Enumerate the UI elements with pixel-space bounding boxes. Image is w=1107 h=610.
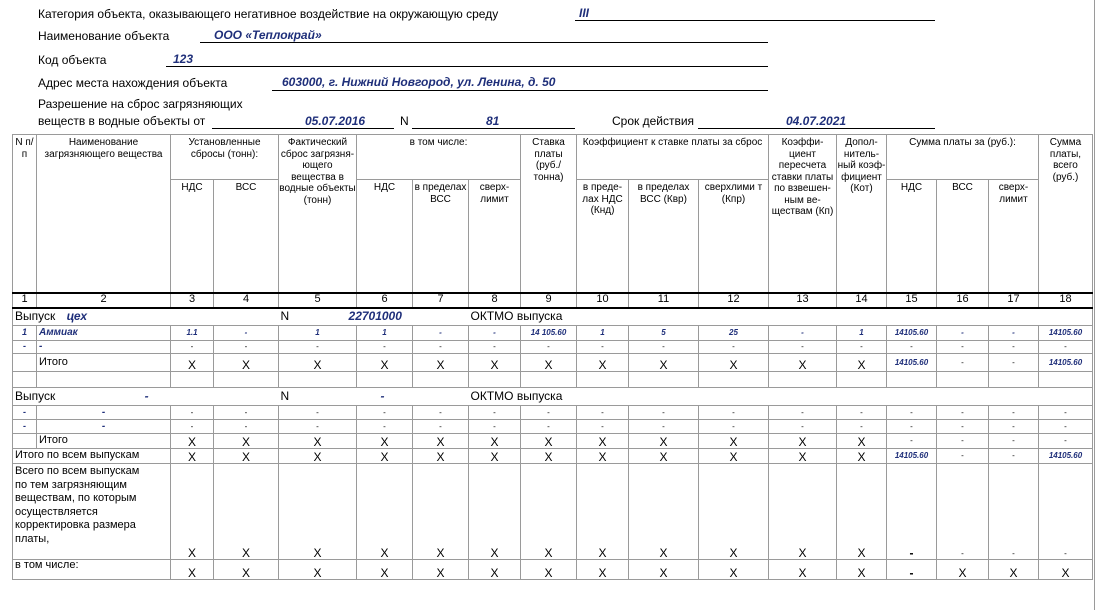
- cell: X: [769, 560, 837, 580]
- col-number: 6: [357, 293, 413, 308]
- cell: X: [521, 560, 577, 580]
- cell: X: [837, 560, 887, 580]
- corrected-total-label: [13, 464, 171, 560]
- release-1-oktmo-label: ОКТМО выпуска: [470, 309, 563, 323]
- cell: -: [937, 420, 989, 434]
- corrected-label-line: осуществляется: [15, 505, 98, 518]
- cell: X: [171, 464, 214, 560]
- cell: X: [629, 560, 699, 580]
- cell: -: [629, 406, 699, 420]
- cell: -: [989, 326, 1039, 341]
- cell: -: [171, 406, 214, 420]
- cell: X: [837, 464, 887, 560]
- cell: -: [989, 449, 1039, 464]
- cell: -: [1039, 434, 1093, 449]
- substance-name: -: [37, 420, 171, 434]
- cell: -: [937, 449, 989, 464]
- col-number: 8: [469, 293, 521, 308]
- cell: X: [357, 449, 413, 464]
- substance-name: -: [37, 406, 171, 420]
- cell: X: [171, 434, 214, 449]
- cell: -: [413, 326, 469, 341]
- object-code-label: Код объекта: [38, 53, 107, 67]
- cell: X: [699, 354, 769, 372]
- release-1-n-label: N: [280, 309, 290, 323]
- cell: -: [214, 326, 279, 341]
- cell: X: [577, 354, 629, 372]
- cell: 5: [629, 326, 699, 341]
- column-numbers-row: [13, 293, 1093, 308]
- cell: -: [989, 434, 1039, 449]
- col-rate-header: Ставка платы (руб./тонна): [521, 135, 577, 293]
- cell: X: [357, 464, 413, 560]
- total-label: Итого: [37, 354, 171, 372]
- cell: X: [1039, 560, 1093, 580]
- object-name-label: Наименование объекта: [38, 29, 170, 43]
- col-coef-rate-header: Коэффициент к ставке платы за сброс: [577, 135, 769, 180]
- col-sum-vss-header: ВСС: [937, 180, 989, 293]
- cell: X: [357, 560, 413, 580]
- release-1-header-row: [13, 308, 1093, 326]
- cell: -: [937, 341, 989, 354]
- col-number: 12: [699, 293, 769, 308]
- cell: -: [357, 406, 413, 420]
- cell: -: [521, 341, 577, 354]
- cell: X: [214, 560, 279, 580]
- cell: -: [214, 420, 279, 434]
- col-including-header: в том числе:: [357, 135, 521, 180]
- cell: X: [279, 354, 357, 372]
- col-knd-header: в преде-лах НДС (Кнд): [577, 180, 629, 293]
- table-row: [13, 341, 1093, 354]
- cell: -: [413, 420, 469, 434]
- col-number: 14: [837, 293, 887, 308]
- cell: X: [837, 354, 887, 372]
- cell: -: [887, 464, 937, 560]
- col-incl-nds-header: НДС: [357, 180, 413, 293]
- cell: -: [214, 341, 279, 354]
- cell: -: [937, 326, 989, 341]
- corrected-label-line: веществам, по которым: [15, 492, 137, 505]
- col-number: 4: [214, 293, 279, 308]
- cell: -: [577, 420, 629, 434]
- cell: X: [577, 464, 629, 560]
- object-name-value: ООО «Теплокрай»: [214, 28, 322, 42]
- category-value: III: [579, 6, 590, 20]
- cell: 1.1: [171, 326, 214, 341]
- cell: -: [937, 354, 989, 372]
- substance-name: Аммиак: [37, 326, 171, 341]
- col-within-vss-header: в пределах ВСС: [413, 180, 469, 293]
- object-code-underline: [166, 66, 768, 67]
- permit-label-1: Разрешение на сброс загрязняющих: [38, 97, 243, 111]
- release-2-name: -: [144, 388, 149, 403]
- cell: X: [279, 434, 357, 449]
- col-kvr-header: в пределах ВСС (Квр): [629, 180, 699, 293]
- cell: -: [989, 406, 1039, 420]
- release-2-oktmo-label: ОКТМО выпуска: [470, 388, 563, 403]
- permit-number-underline: [412, 128, 575, 129]
- cell: X: [521, 449, 577, 464]
- cell: -: [629, 341, 699, 354]
- col-number: 16: [937, 293, 989, 308]
- cell: X: [577, 434, 629, 449]
- corrected-label-line: корректировка размера: [15, 519, 136, 532]
- cell: -: [769, 406, 837, 420]
- validity-date: 04.07.2021: [786, 114, 847, 128]
- substance-name: -: [37, 341, 171, 354]
- cell: X: [699, 560, 769, 580]
- cell: [13, 354, 37, 372]
- cell: X: [837, 434, 887, 449]
- release-2-number: -: [380, 388, 385, 403]
- release-1-number-cell: [279, 308, 413, 326]
- cell: -: [279, 420, 357, 434]
- cell: X: [629, 464, 699, 560]
- cell: -: [937, 434, 989, 449]
- cell: -: [413, 406, 469, 420]
- address-value: 603000, г. Нижний Новгород, ул. Ленина, д. 50: [282, 75, 556, 89]
- cell: X: [521, 464, 577, 560]
- table-row: [13, 420, 1093, 434]
- cell: -: [769, 420, 837, 434]
- cell: -: [769, 326, 837, 341]
- cell: -: [699, 420, 769, 434]
- cell: -: [937, 406, 989, 420]
- cell: -: [413, 341, 469, 354]
- col-sum-for-header: Сумма платы за (руб.):: [887, 135, 1039, 180]
- corrected-total-row: [13, 464, 1093, 560]
- col-number: 2: [37, 293, 171, 308]
- table-row: [13, 406, 1093, 420]
- col-kp-header: Коэффи-циент пересчета ставки платы по взвешен-ным ве-ществам (Кп): [769, 135, 837, 293]
- cell: -: [214, 406, 279, 420]
- cell: X: [769, 449, 837, 464]
- validity-label: Срок действия: [612, 114, 695, 128]
- permit-date: 05.07.2016: [305, 114, 366, 128]
- validity-underline: [698, 128, 935, 129]
- cell: 14105.60: [887, 449, 937, 464]
- cell: -: [13, 420, 37, 434]
- cell: X: [279, 464, 357, 560]
- object-code-value: 123: [173, 52, 194, 66]
- release-1-oktmo-cell: [413, 308, 1093, 326]
- cell: -: [887, 420, 937, 434]
- cell: 14105.60: [887, 326, 937, 341]
- cell: X: [837, 449, 887, 464]
- cell: X: [521, 434, 577, 449]
- cell: 1: [357, 326, 413, 341]
- col-sum-over-header: сверх-лимит: [989, 180, 1039, 293]
- cell: 14105.60: [1039, 354, 1093, 372]
- cell: 1: [577, 326, 629, 341]
- cell: X: [699, 464, 769, 560]
- cell: 14 105.60: [521, 326, 577, 341]
- col-established-header: Установленные сбросы (тонн):: [171, 135, 279, 180]
- cell: -: [13, 341, 37, 354]
- cell: X: [171, 560, 214, 580]
- address-underline: [272, 90, 768, 91]
- cell: 1: [13, 326, 37, 341]
- release-1-number: 22701000: [348, 309, 402, 323]
- cell: X: [214, 354, 279, 372]
- cell: X: [577, 449, 629, 464]
- cell: X: [769, 464, 837, 560]
- cell: X: [171, 449, 214, 464]
- cell: -: [837, 341, 887, 354]
- release-2-number-cell: [279, 388, 413, 406]
- cell: -: [937, 464, 989, 560]
- cell: -: [887, 341, 937, 354]
- cell: X: [357, 354, 413, 372]
- cell: -: [577, 341, 629, 354]
- cell: -: [577, 406, 629, 420]
- cell: X: [413, 434, 469, 449]
- cell: X: [469, 464, 521, 560]
- cell: X: [413, 464, 469, 560]
- cell: -: [989, 341, 1039, 354]
- all-total-label: Итого по всем выпускам: [13, 449, 171, 464]
- cell: X: [629, 354, 699, 372]
- release-2-n-label: N: [280, 388, 290, 403]
- cell: X: [279, 560, 357, 580]
- cell: X: [279, 449, 357, 464]
- cell: -: [837, 420, 887, 434]
- cell: -: [887, 434, 937, 449]
- release-1-label-cell: [13, 308, 171, 326]
- cell: -: [699, 406, 769, 420]
- cell: -: [469, 420, 521, 434]
- cell: -: [769, 341, 837, 354]
- cell: -: [699, 341, 769, 354]
- cell: X: [937, 560, 989, 580]
- permit-n-label: N: [400, 114, 409, 128]
- cell: X: [171, 354, 214, 372]
- cell: -: [629, 420, 699, 434]
- cell: X: [521, 354, 577, 372]
- permit-label-2: веществ в водные объекты от: [38, 114, 206, 128]
- cell: X: [214, 449, 279, 464]
- spacer-row: [13, 372, 1093, 388]
- cell: X: [413, 449, 469, 464]
- cell: -: [837, 406, 887, 420]
- cell: 14105.60: [1039, 326, 1093, 341]
- permit-date-underline: [212, 128, 394, 129]
- corrected-label-line: платы,: [15, 532, 50, 545]
- address-label: Адрес места нахождения объекта: [38, 76, 228, 90]
- cell: -: [171, 420, 214, 434]
- cell: -: [357, 420, 413, 434]
- release-1-name: цех: [66, 309, 88, 323]
- cell: 1: [279, 326, 357, 341]
- col-number: 9: [521, 293, 577, 308]
- col-number: 17: [989, 293, 1039, 308]
- cell: X: [214, 434, 279, 449]
- cell: 1: [837, 326, 887, 341]
- cell: -: [357, 341, 413, 354]
- cell: -: [171, 341, 214, 354]
- cell: X: [699, 449, 769, 464]
- cell: X: [413, 560, 469, 580]
- cell: X: [469, 434, 521, 449]
- cell: X: [629, 434, 699, 449]
- col-nds-header: НДС: [171, 180, 214, 293]
- col-substance-header: Наименование загрязняющего вещества: [37, 135, 171, 293]
- col-n-header: N п/п: [13, 135, 37, 293]
- release-2-name-filler: [171, 388, 279, 406]
- col-kpr-header: сверхлими т (Кпр): [699, 180, 769, 293]
- cell: X: [629, 449, 699, 464]
- release-2-label-cell: [13, 388, 171, 406]
- col-number: 5: [279, 293, 357, 308]
- col-overlimit-header: сверх-лимит: [469, 180, 521, 293]
- col-kot-header: Допол-нитель-ный коэф-фициент (Кот): [837, 135, 887, 293]
- release-2-label: Выпуск: [15, 388, 56, 403]
- cell: -: [1039, 420, 1093, 434]
- cell: -: [279, 406, 357, 420]
- cell: -: [521, 406, 577, 420]
- cell: -: [1039, 406, 1093, 420]
- col-actual-header: Фактический сброс загрязня-ющего вещества в водные объекты (тонн): [279, 135, 357, 293]
- cell: -: [989, 464, 1039, 560]
- category-underline: [575, 20, 935, 21]
- col-total-header: Сумма платы, всего (руб.): [1039, 135, 1093, 293]
- payment-table: [12, 134, 1093, 580]
- cell: X: [469, 354, 521, 372]
- object-name-underline: [200, 42, 768, 43]
- cell: -: [887, 560, 937, 580]
- cell: -: [469, 406, 521, 420]
- permit-number: 81: [486, 114, 500, 128]
- page-right-border: [1094, 0, 1095, 610]
- cell: 14105.60: [887, 354, 937, 372]
- release-2-total-row: [13, 434, 1093, 449]
- release-1-total-row: [13, 354, 1093, 372]
- cell: -: [13, 406, 37, 420]
- cell: -: [521, 420, 577, 434]
- col-number: 7: [413, 293, 469, 308]
- release-2-header-row: [13, 388, 1093, 406]
- col-number: 13: [769, 293, 837, 308]
- cell: X: [577, 560, 629, 580]
- cell: X: [413, 354, 469, 372]
- cell: X: [469, 560, 521, 580]
- cell: X: [357, 434, 413, 449]
- cell: [13, 434, 37, 449]
- cell: -: [887, 406, 937, 420]
- cell: -: [989, 420, 1039, 434]
- cell: -: [469, 341, 521, 354]
- including-row: [13, 560, 1093, 580]
- col-number: 18: [1039, 293, 1093, 308]
- cell: X: [989, 560, 1039, 580]
- corrected-label-line: по тем загрязняющим: [15, 478, 127, 491]
- col-number: 10: [577, 293, 629, 308]
- cell: X: [769, 354, 837, 372]
- cell: 14105.60: [1039, 449, 1093, 464]
- release-1-label: Выпуск: [15, 309, 56, 323]
- including-label: в том числе:: [13, 560, 171, 580]
- cell: X: [469, 449, 521, 464]
- cell: -: [1039, 464, 1093, 560]
- cell: -: [469, 326, 521, 341]
- all-releases-total-row: [13, 449, 1093, 464]
- release-2-oktmo-cell: [413, 388, 1093, 406]
- col-number: 11: [629, 293, 699, 308]
- col-number: 1: [13, 293, 37, 308]
- col-vss-header: ВСС: [214, 180, 279, 293]
- cell: -: [279, 341, 357, 354]
- col-number: 15: [887, 293, 937, 308]
- cell: 25: [699, 326, 769, 341]
- cell: X: [699, 434, 769, 449]
- corrected-label-line: Всего по всем выпускам: [15, 465, 140, 477]
- release-1-name-filler: [171, 308, 279, 326]
- cell: X: [214, 464, 279, 560]
- col-number: 3: [171, 293, 214, 308]
- cell: -: [989, 354, 1039, 372]
- table-row: [13, 326, 1093, 341]
- cell: -: [1039, 341, 1093, 354]
- cell: X: [769, 434, 837, 449]
- category-label: Категория объекта, оказывающего негативное воздействие на окружающую среду: [38, 7, 499, 21]
- col-sum-nds-header: НДС: [887, 180, 937, 293]
- total-label: Итого: [37, 434, 171, 449]
